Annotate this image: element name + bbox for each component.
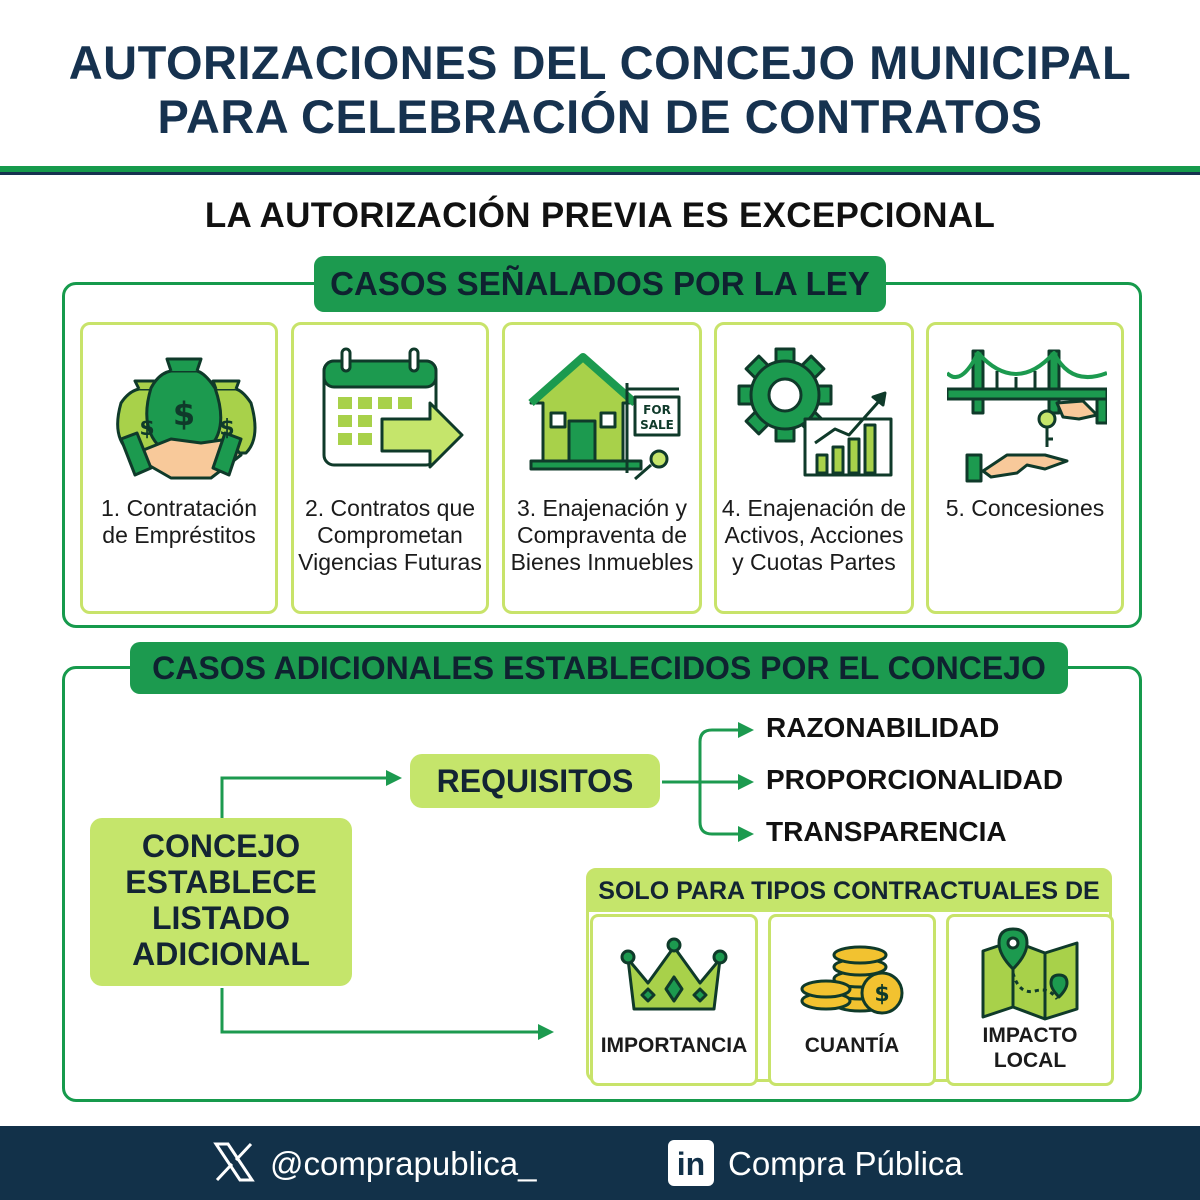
legal-cases-banner: CASOS SEÑALADOS POR LA LEY [314,256,886,312]
council-box-line-2: ESTABLECE [125,864,317,900]
x-logo-svg [212,1140,256,1184]
council-list-box [90,818,352,986]
crown-icon [618,933,730,1017]
x-logo-icon[interactable] [212,1140,256,1184]
contract-types-title-text: SOLO PARA TIPOS CONTRACTUALES DE [598,877,1100,905]
for-sale-sign-line-2: SALE [640,418,674,432]
map-pin-icon [979,925,1081,1021]
legal-case-label: 1. Contratación de Empréstitos [101,495,257,548]
contract-type-impacto-local [946,914,1114,1086]
legal-case-card-5 [926,322,1124,614]
page-title [0,36,1200,144]
requirement-razonabilidad: RAZONABILIDAD [766,712,1000,743]
linkedin-logo-icon[interactable] [668,1140,714,1186]
svg-text:$: $ [219,416,235,441]
title-line-2: PARA CELEBRACIÓN DE CONTRATOS [157,90,1043,143]
legal-case-card-4 [714,322,914,614]
title-line-1: AUTORIZACIONES DEL CONCEJO MUNICIPAL [68,36,1132,89]
contract-type-label-line-1: IMPACTO [982,1024,1078,1047]
contract-type-label-line-2: LOCAL [993,1049,1067,1072]
money-bags-handshake-icon [101,343,261,483]
svg-text:$: $ [139,416,155,441]
footer-bar [0,1126,1200,1200]
requirements-box: REQUISITOS [410,754,660,808]
council-box-line-3: LISTADO [151,900,291,936]
bridge-key-hand-icon [947,343,1107,483]
page-subtitle: LA AUTORIZACIÓN PREVIA ES EXCEPCIONAL [204,196,996,235]
legal-case-card-2 [291,322,489,614]
legal-case-card-1 [80,322,278,614]
contract-type-importancia [590,914,758,1086]
legal-case-label: 2. Contratos que Comprometan Vigencias Futuras [298,495,482,575]
linkedin-glyph: in [676,1146,706,1182]
legal-case-label: 5. Concesiones [945,495,1105,521]
contract-types-title [588,870,1110,912]
requirement-transparencia: TRANSPARENCIA [766,816,1007,847]
requirement-proporcionalidad: PROPORCIONALIDAD [766,764,1064,795]
legal-case-card-3 [502,322,702,614]
council-box-line-4: ADICIONAL [132,936,310,972]
legal-case-label: 4. Enajenación de Activos, Acciones y Cuotas Partes [721,495,907,575]
council-box-line-1: CONCEJO [141,828,301,864]
gear-growth-chart-icon [735,343,895,483]
for-sale-sign-line-1: FOR [643,403,671,417]
linkedin-name-link[interactable]: Compra Pública [728,1145,963,1182]
x-handle-link[interactable]: @comprapublica_ [270,1145,537,1182]
house-for-sale-icon [523,343,683,483]
contract-type-cuantia [768,914,936,1086]
svg-text:$: $ [874,982,890,1007]
legal-case-label: 3. Enajenación y Compraventa de Bienes Inmuebles [510,495,694,575]
coins-icon [796,929,908,1021]
contract-type-label-line-1: IMPORTANCIA [600,1034,748,1057]
calendar-arrow-icon [312,343,472,483]
council-cases-banner: CASOS ADICIONALES ESTABLECIDOS POR EL CONCEJO [130,642,1068,694]
header-divider-navy [0,172,1200,175]
svg-text:$: $ [172,395,196,433]
contract-type-label-line-1: CUANTÍA [804,1034,900,1057]
